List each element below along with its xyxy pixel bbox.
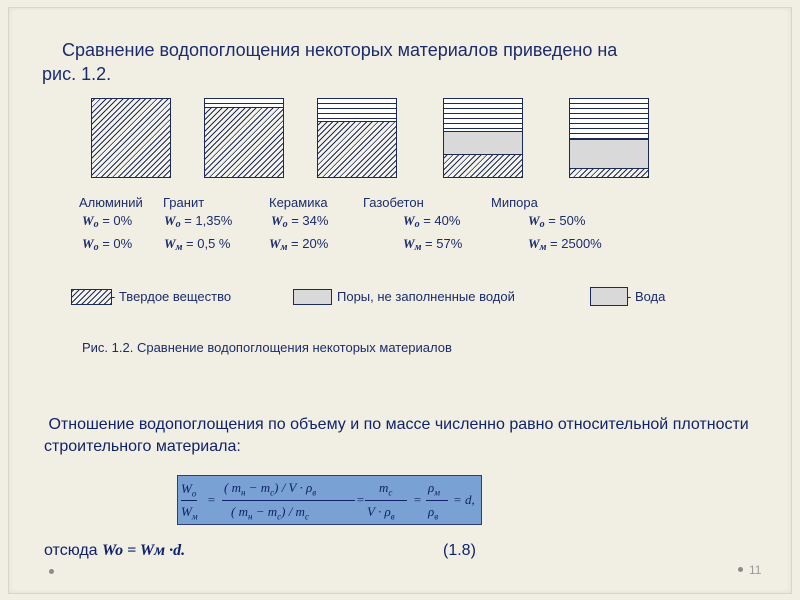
body-paragraph bbox=[44, 414, 754, 458]
legend-water-label: - Вода bbox=[627, 289, 666, 304]
block-mipora bbox=[569, 98, 649, 178]
formula-num1: ( $m_н - m_c) / V \cdot \rho_в$ bbox=[224, 480, 317, 498]
value-granite-wm: Wм = 0,5 % bbox=[164, 236, 231, 253]
solid-fill bbox=[92, 99, 170, 177]
equation-number: (1.8) bbox=[443, 542, 476, 559]
block-aerated-concrete bbox=[443, 98, 523, 178]
pores-fill bbox=[444, 131, 522, 155]
water-fill bbox=[570, 99, 648, 139]
water-fill bbox=[205, 99, 283, 107]
solid-fill bbox=[444, 155, 522, 177]
formula-den3: $\rho_в$ bbox=[428, 504, 439, 522]
value-mipora-wo: Wо = 50% bbox=[528, 213, 586, 230]
legend-solid-swatch bbox=[71, 289, 112, 305]
value-aerated-concrete-wm: Wм = 57% bbox=[403, 236, 463, 253]
value-mipora-wm: Wм = 2500% bbox=[528, 236, 602, 253]
legend-pores-label: Поры, не заполненные водой bbox=[337, 289, 515, 304]
formula-box bbox=[177, 475, 482, 525]
page-number: 11 bbox=[749, 563, 762, 577]
legend-solid-label: - Твердое вещество bbox=[111, 289, 232, 304]
formula-bar-1 bbox=[181, 500, 197, 501]
label-aerated-concrete: Газобетон bbox=[363, 195, 424, 210]
water-fill bbox=[444, 99, 522, 131]
solid-fill bbox=[205, 107, 283, 178]
value-aluminum-wm: Wо = 0% bbox=[82, 236, 133, 253]
pores-fill bbox=[570, 139, 648, 169]
formula-eq3: = bbox=[413, 492, 422, 507]
formula-bar-2 bbox=[222, 500, 355, 501]
value-aerated-concrete-wo: Wо = 40% bbox=[403, 213, 461, 230]
formula-den1: ( $m_н - m_c) / m_c$ bbox=[231, 504, 309, 522]
label-mipora: Мипора bbox=[491, 195, 538, 210]
paragraph-text: Отношение водопоглощения по объему и по массе численно равно относительной плотности строительного материала: bbox=[44, 416, 749, 455]
formula-eq2: = bbox=[356, 492, 365, 507]
bullet-dot-left bbox=[49, 569, 54, 574]
formula-den2: $V \cdot \rho_в$ bbox=[367, 504, 395, 522]
bottom-formula: Wo = Wм ·d. bbox=[102, 542, 186, 559]
solid-fill bbox=[318, 121, 396, 178]
block-granite bbox=[204, 98, 284, 178]
formula-eq1: = bbox=[207, 492, 216, 507]
block-ceramic bbox=[317, 98, 397, 178]
value-ceramic-wo: Wо = 34% bbox=[271, 213, 329, 230]
bullet-dot-right bbox=[738, 567, 743, 572]
formula-wo: $W_o$ bbox=[181, 481, 197, 499]
legend-pores-swatch bbox=[293, 289, 332, 305]
label-ceramic: Керамика bbox=[269, 195, 328, 210]
title-line2: рис. 1.2. bbox=[42, 64, 112, 84]
figure-caption: Рис. 1.2. Сравнение водопоглощения некоторых материалов bbox=[82, 340, 452, 355]
formula-bar-4 bbox=[426, 500, 448, 501]
value-granite-wo: Wо = 1,35% bbox=[164, 213, 233, 230]
legend-water-swatch bbox=[590, 287, 628, 306]
formula-wm: $W_м$ bbox=[181, 504, 198, 522]
formula-bar-3 bbox=[365, 500, 407, 501]
slide-title bbox=[42, 38, 702, 86]
title-line1: Сравнение водопоглощения некоторых материалов приведено на bbox=[62, 40, 618, 60]
value-ceramic-wm: Wм = 20% bbox=[269, 236, 329, 253]
label-granite: Гранит bbox=[163, 195, 205, 210]
block-aluminum bbox=[91, 98, 171, 178]
formula-num2: $m_c$ bbox=[379, 480, 393, 498]
formula-tail: = d, bbox=[453, 492, 475, 507]
label-aluminum: Алюминий bbox=[79, 195, 143, 210]
bottom-line bbox=[44, 542, 185, 560]
formula-num3: $\rho_м$ bbox=[428, 480, 440, 498]
bottom-prefix: отсюда bbox=[44, 542, 103, 559]
solid-fill bbox=[570, 169, 648, 177]
value-aluminum-wo: Wо = 0% bbox=[82, 213, 133, 230]
water-fill bbox=[318, 99, 396, 121]
